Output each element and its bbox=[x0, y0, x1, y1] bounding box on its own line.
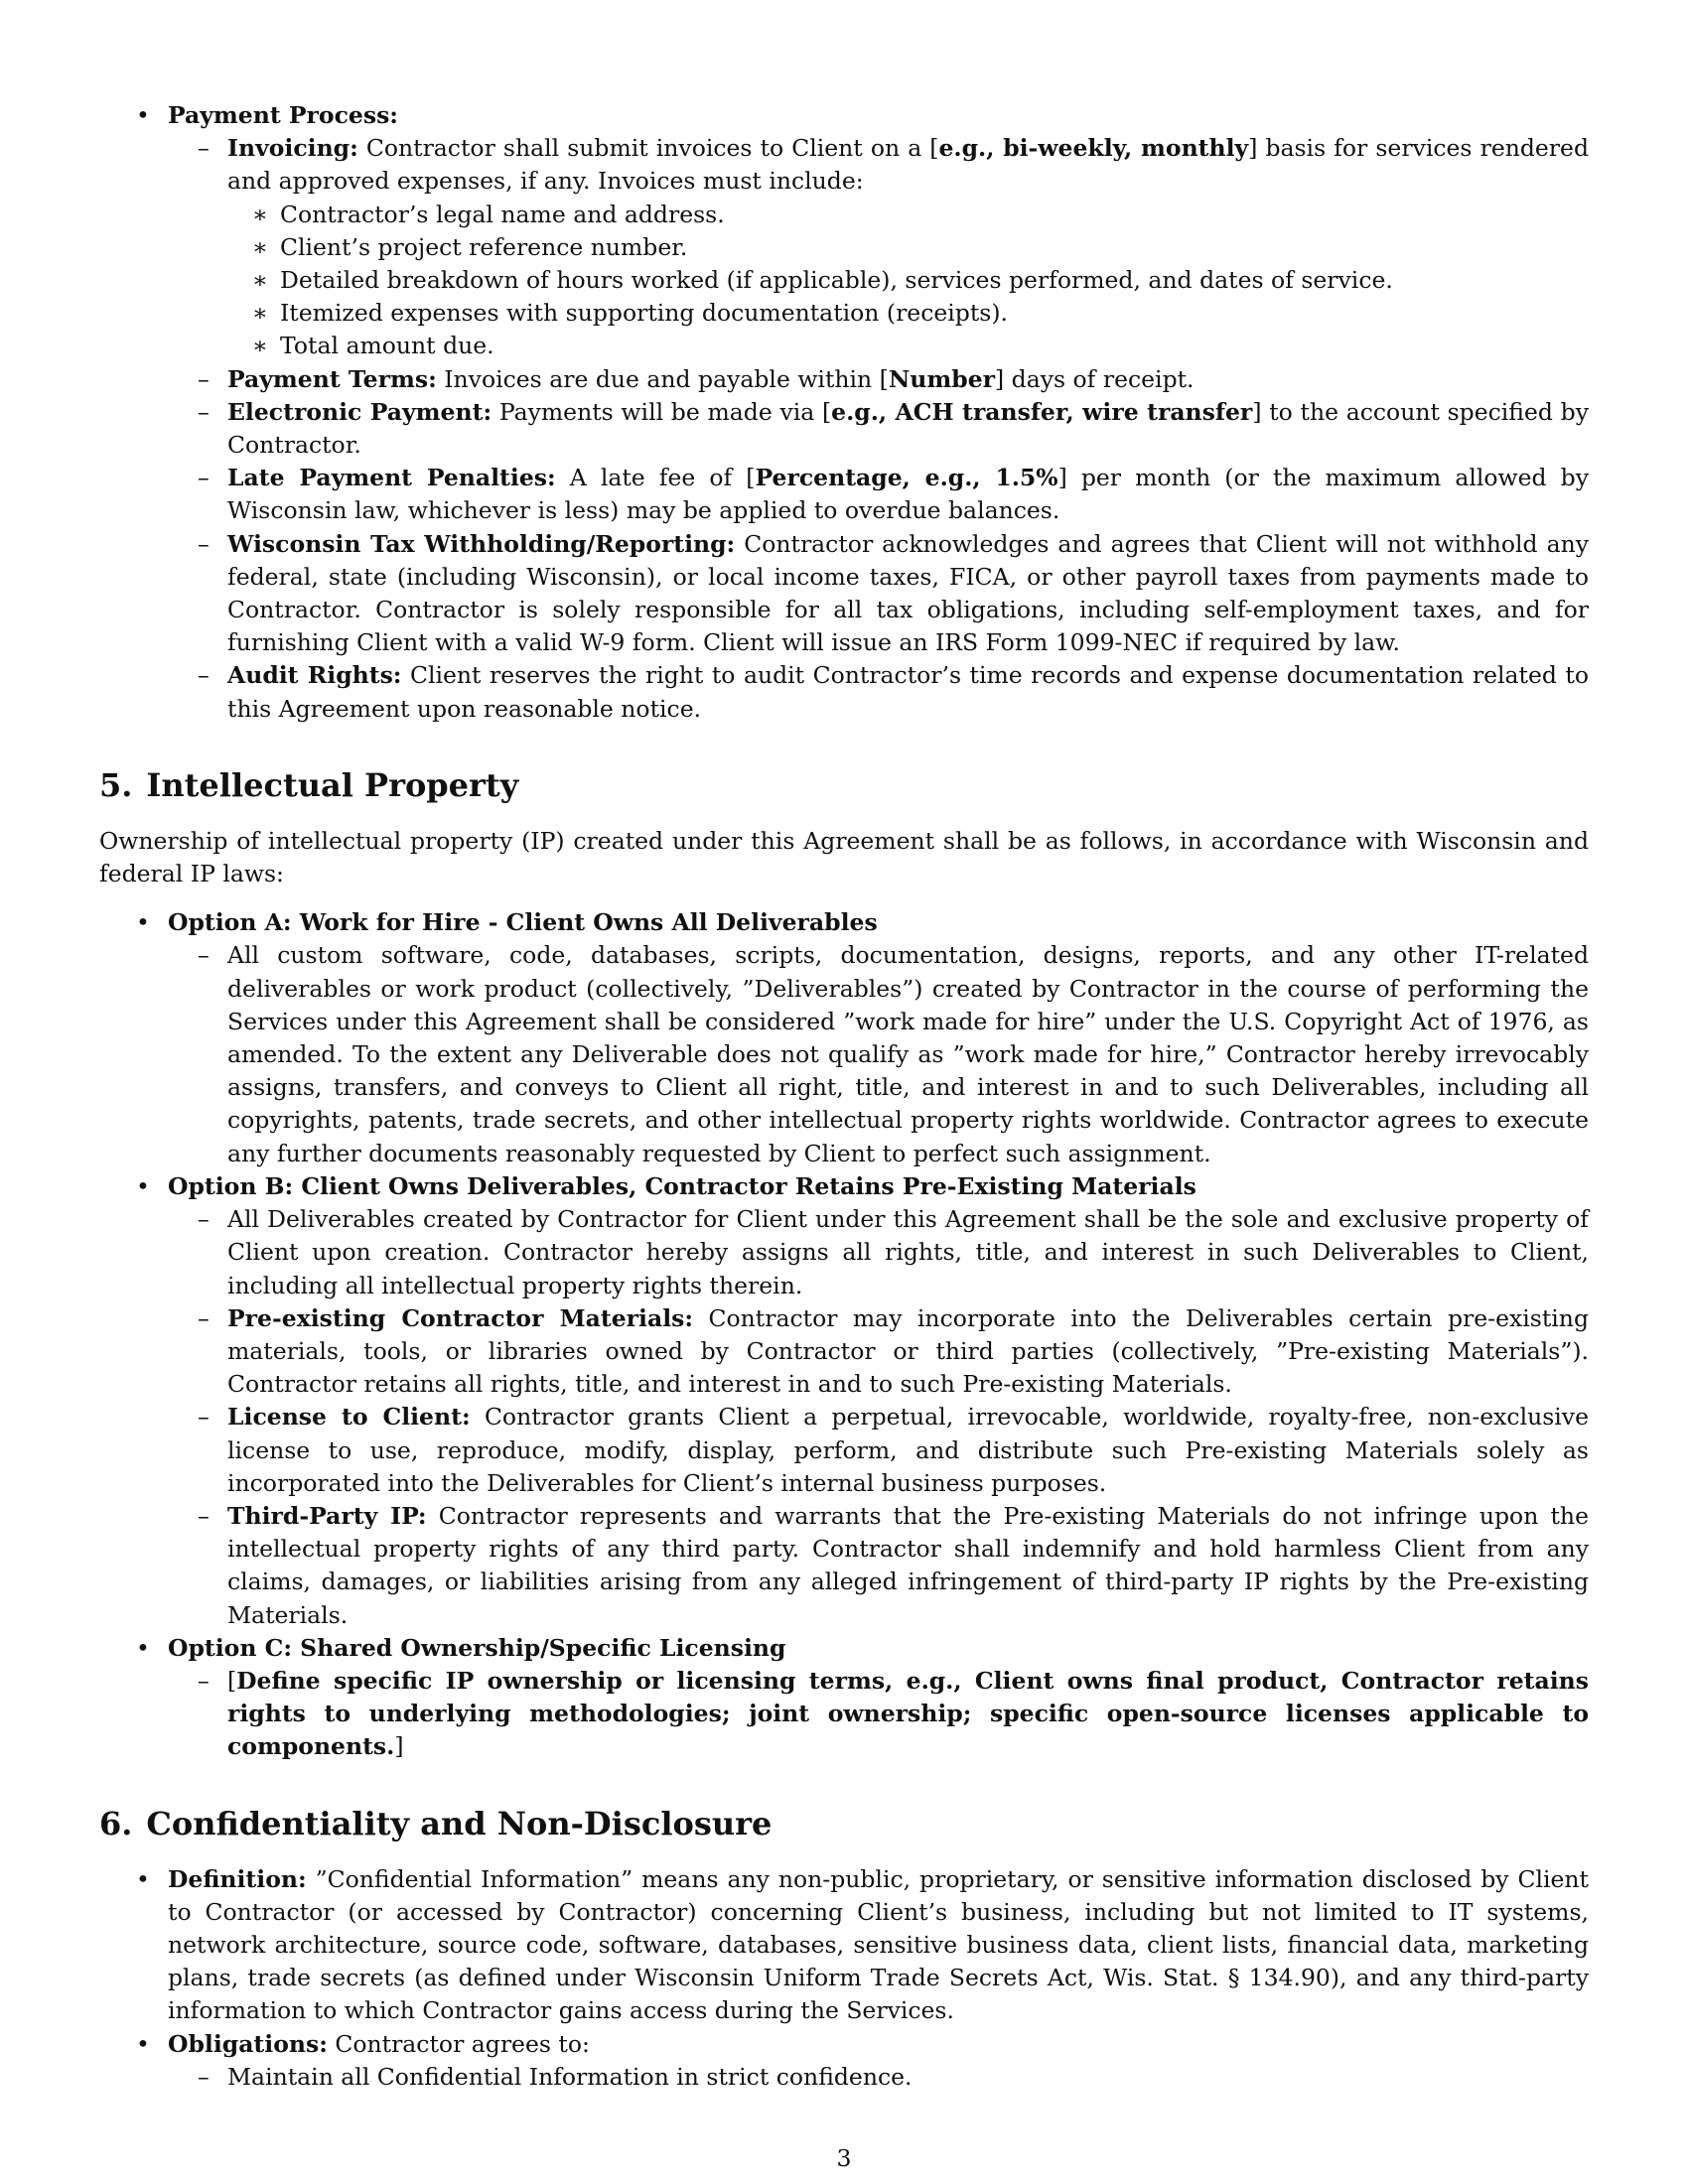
payment-list bbox=[99, 99, 1589, 726]
audit-label: Audit Rights: bbox=[227, 661, 402, 690]
option-a-item bbox=[99, 906, 1589, 1170]
payment-terms-item bbox=[168, 363, 1589, 396]
page-number: 3 bbox=[836, 2144, 852, 2172]
ip-options-list bbox=[99, 906, 1589, 1763]
electronic-payment-label: Electronic Payment: bbox=[227, 397, 492, 426]
option-c-placeholder: Define specific IP ownership or licensing terms, e.g., Client owns final product, Contractor retains rights to underlying methodologies; joint ownership; specific open-source licenses applicable to components. bbox=[227, 1666, 1589, 1761]
invoicing-text-2: ] basis for services rendered and approved expenses, if any. Invoices must include: bbox=[227, 134, 1589, 196]
definition-label: Definition: bbox=[168, 1864, 307, 1893]
option-b-sublist bbox=[168, 1203, 1589, 1632]
option-c-label: Option C: Shared Ownership/Specific Licensing bbox=[168, 1633, 786, 1662]
preexisting-text: Contractor may incorporate into the Deliverables certain pre-existing materials, tools, or libraries owned by Contractor or third parties (collectively, ”Pre-existing Materials”). Contractor retains all rights, title, and interest in and to such Pre-existing Materials. bbox=[227, 1303, 1589, 1399]
license-text: Contractor grants Client a perpetual, irrevocable, worldwide, royalty-free, non-exclusive license to use, reproduce, modify, display, perform, and distribute such Pre-existing Materials solely as incorporated into the Deliverables for Client’s internal business purposes. bbox=[227, 1403, 1589, 1497]
invoice-requirement: ∗ Detailed breakdown of hours worked (if applicable), services performed, and dates of service. bbox=[227, 264, 1589, 297]
electronic-payment-item bbox=[168, 396, 1589, 462]
definition-item bbox=[99, 1863, 1589, 2028]
invoice-requirement: ∗ Client’s project reference number. bbox=[227, 231, 1589, 264]
option-a-label: Option A: Work for Hire - Client Owns All Deliverables bbox=[168, 908, 878, 937]
late-payment-text-1: A late fee of [ bbox=[569, 464, 756, 492]
electronic-payment-text-2: ] to the account specified by Contractor. bbox=[227, 397, 1589, 460]
section-6-title: Confidentiality and Non-Disclosure bbox=[146, 1804, 773, 1843]
option-a-sublist bbox=[168, 939, 1589, 1169]
option-c-item bbox=[99, 1632, 1589, 1764]
preexisting-item bbox=[168, 1302, 1589, 1402]
payment-terms-placeholder: Number bbox=[888, 364, 996, 393]
invoicing-placeholder: e.g., bi-weekly, monthly bbox=[938, 134, 1249, 163]
third-party-item bbox=[168, 1500, 1589, 1632]
document-page bbox=[99, 99, 1589, 2094]
electronic-payment-text-1: Payments will be made via [ bbox=[498, 397, 832, 426]
invoice-requirement: ∗ Itemized expenses with supporting documentation (receipts). bbox=[227, 297, 1589, 330]
invoice-requirement: ∗ Contractor’s legal name and address. bbox=[227, 199, 1589, 231]
tax-label: Wisconsin Tax Withholding/Reporting: bbox=[227, 529, 736, 558]
invoicing-label: Invoicing: bbox=[227, 134, 358, 163]
option-b-item bbox=[99, 1170, 1589, 1632]
obligation-item: – Maintain all Confidential Information in strict confidence. bbox=[168, 2061, 1589, 2094]
option-c-text-item bbox=[168, 1665, 1589, 1764]
payment-sublist bbox=[168, 132, 1589, 726]
obligations-text: Contractor agrees to: bbox=[335, 2029, 590, 2058]
option-a-text: – All custom software, code, databases, scripts, documentation, designs, reports, and any other IT-related deliverables or work product (collectively, ”Deliverables”) created by Contractor in the course of performing the Services under this Agreement shall be considered ”work made for hire” under the U.S. Copyright Act of 1976, as amended. To the extent any Deliverable does not qualify as ”work made for hire,” Contractor hereby irrevocably assigns, transfers, and conveys to Client all right, title, and interest in and to such Deliverables, including all copyrights, patents, trade secrets, and other intellectual property rights worldwide. Contractor agrees to execute any further documents reasonably requested by Client to perfect such assignment. bbox=[168, 939, 1589, 1169]
section-6-heading bbox=[99, 1804, 1589, 1843]
payment-terms-text-2: ] days of receipt. bbox=[995, 364, 1195, 393]
audit-text: Client reserves the right to audit Contractor’s time records and expense documentation related to this Agreement upon reasonable notice. bbox=[227, 661, 1589, 723]
option-c-open-bracket: [ bbox=[227, 1666, 237, 1695]
section-6-number: 6. bbox=[99, 1804, 133, 1843]
audit-item bbox=[168, 659, 1589, 725]
option-b-text: – All Deliverables created by Contractor for Client under this Agreement shall be the sole and exclusive property of Client upon creation. Contractor hereby assigns all rights, title, and interest in such Deliverables to Client, including all intellectual property rights therein. bbox=[168, 1203, 1589, 1302]
payment-terms-text-1: Invoices are due and payable within [ bbox=[444, 364, 889, 393]
invoice-requirement: ∗ Total amount due. bbox=[227, 330, 1589, 362]
option-c-sublist bbox=[168, 1665, 1589, 1764]
third-party-label: Third-Party IP: bbox=[227, 1501, 427, 1530]
late-payment-placeholder: Percentage, e.g., 1.5% bbox=[755, 464, 1058, 492]
payment-process-item bbox=[99, 99, 1589, 726]
section-5-title: Intellectual Property bbox=[146, 765, 519, 804]
option-b-label: Option B: Client Owns Deliverables, Contractor Retains Pre-Existing Materials bbox=[168, 1171, 1196, 1200]
definition-text: ”Confidential Information” means any non-public, proprietary, or sensitive information disclosed by Client to Contractor (or accessed by Contractor) concerning Client’s business, including but not limited to IT systems, network architecture, source code, software, databases, sensitive business data, client lists, financial data, marketing plans, trade secrets (as defined under Wisconsin Uniform Trade Secrets Act, Wis. Stat. § 134.90), and any third-party information to which Contractor gains access during the Services. bbox=[168, 1864, 1589, 2025]
tax-text: Contractor acknowledges and agrees that Client will not withhold any federal, state (including Wisconsin), or local income taxes, FICA, or other payroll taxes from payments made to Contractor. Contractor is solely responsible for all tax obligations, including self-employment taxes, and for furnishing Client with a valid W-9 form. Client will issue an IRS Form 1099-NEC if required by law. bbox=[227, 529, 1589, 657]
invoice-requirements-list bbox=[227, 199, 1589, 363]
license-label: License to Client: bbox=[227, 1403, 471, 1432]
section-5-heading bbox=[99, 765, 1589, 805]
license-item bbox=[168, 1401, 1589, 1500]
payment-terms-label: Payment Terms: bbox=[227, 364, 437, 393]
late-payment-label: Late Payment Penalties: bbox=[227, 464, 556, 492]
option-c-close-bracket: ] bbox=[394, 1732, 404, 1761]
late-payment-item bbox=[168, 462, 1589, 527]
confidentiality-list bbox=[99, 1863, 1589, 2094]
obligations-item bbox=[99, 2028, 1589, 2094]
obligations-label: Obligations: bbox=[168, 2029, 328, 2058]
section-5-number: 5. bbox=[99, 765, 133, 804]
preexisting-label: Pre-existing Contractor Materials: bbox=[227, 1303, 694, 1332]
electronic-payment-placeholder: e.g., ACH transfer, wire transfer bbox=[831, 397, 1253, 426]
invoicing-text-1: Contractor shall submit invoices to Client on a [ bbox=[365, 134, 939, 163]
third-party-text: Contractor represents and warrants that the Pre-existing Materials do not infringe upon the intellectual property rights of any third party. Contractor shall indemnify and hold harmless Client from any claims, damages, or liabilities arising from any alleged infringement of third-party IP rights by the Pre-existing Materials. bbox=[227, 1501, 1589, 1629]
section-5-intro: Ownership of intellectual property (IP) created under this Agreement shall be as follows, in accordance with Wisconsin and federal IP laws: bbox=[99, 826, 1589, 888]
invoicing-item bbox=[168, 132, 1589, 362]
tax-item bbox=[168, 528, 1589, 660]
payment-process-heading: Payment Process: bbox=[168, 101, 398, 129]
late-payment-text-2: ] per month (or the maximum allowed by Wisconsin law, whichever is less) may be applied to overdue balances. bbox=[227, 464, 1590, 525]
obligations-sublist bbox=[168, 2061, 1589, 2094]
